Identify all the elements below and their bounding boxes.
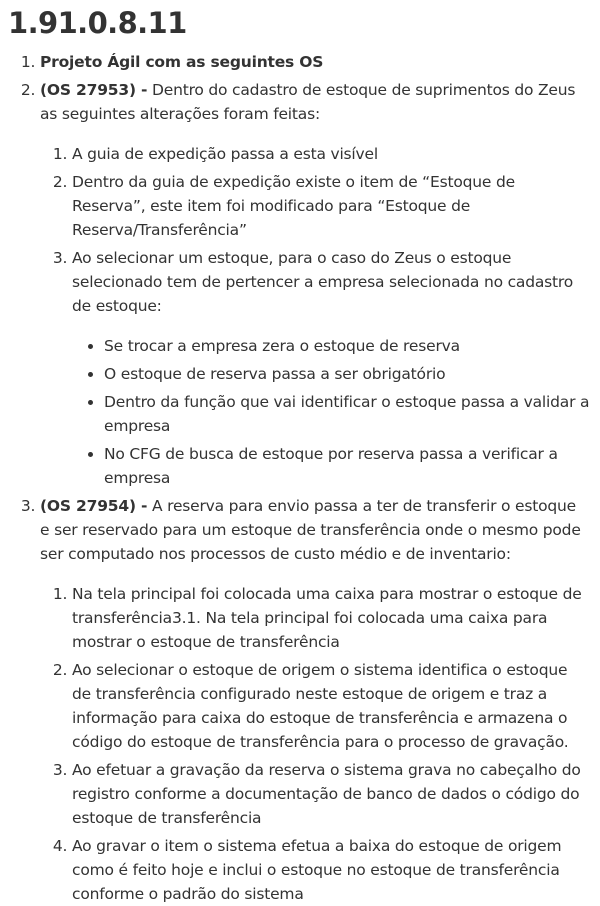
release-item <box>40 78 590 490</box>
item-text: A reserva para envio passa a ter de transferir o estoque e ser reservado para um estoque de transferência onde o mesmo pode ser computado nos processos de custo médio e de inventario: <box>40 497 581 563</box>
os27953-bullet-list <box>72 334 590 490</box>
release-items-list <box>0 50 590 906</box>
list-item: • No CFG de busca de estoque por reserva passa a verificar a empresa <box>104 442 590 490</box>
list-item: • Dentro da função que vai identificar o estoque passa a validar a empresa <box>104 390 590 438</box>
list-item: 3. Ao efetuar a gravação da reserva o sistema grava no cabeçalho do registro conforme a documentação de banco de dados o código do estoque de transferência <box>72 758 590 830</box>
list-item: • O estoque de reserva passa a ser obrigatório <box>104 362 590 386</box>
os-label: (OS 27953) - <box>40 81 148 99</box>
release-notes <box>0 6 600 906</box>
item-text: Projeto Ágil com as seguintes OS <box>40 53 324 71</box>
list-item: 4. Ao gravar o item o sistema efetua a baixa do estoque de origem como é feito hoje e inclui o estoque no estoque de transferência conforme o padrão do sistema <box>72 834 590 906</box>
item-text: Dentro do cadastro de estoque de suprimentos do Zeus as seguintes alterações foram feitas: <box>40 81 576 123</box>
list-item: • Se trocar a empresa zera o estoque de reserva <box>104 334 590 358</box>
list-item: 1. A guia de expedição passa a esta visível <box>72 142 590 166</box>
version-heading: 1.91.0.8.11 <box>8 6 187 40</box>
list-item: 3. Ao selecionar um estoque, para o caso do Zeus o estoque selecionado tem de pertencer a empresa selecionada no cadastro de estoque: • Se trocar a empresa zera o estoque de reserva • O estoque de reserva passa a ser obrigatório • Dentro da função que vai identificar o estoque passa a validar a empresa • No CFG de busca de estoque por reserva passa a verificar a empresa <box>72 246 590 490</box>
release-item <box>40 50 590 74</box>
list-item: 1. Na tela principal foi colocada uma caixa para mostrar o estoque de transferência3.1. Na tela principal foi colocada uma caixa para mostrar o estoque de transferência <box>72 582 590 654</box>
os27954-steps-list <box>40 582 590 906</box>
release-item <box>40 494 590 906</box>
os-label: (OS 27954) - <box>40 497 148 515</box>
list-item: 2. Ao selecionar o estoque de origem o sistema identifica o estoque de transferência configurado neste estoque de origem e traz a informação para caixa do estoque de transferência e armazena o código do estoque de transferência para o processo de gravação. <box>72 658 590 754</box>
os27953-steps-list <box>40 142 590 490</box>
list-item: 2. Dentro da guia de expedição existe o item de “Estoque de Reserva”, este item foi modificado para “Estoque de Reserva/Transferência” <box>72 170 590 242</box>
